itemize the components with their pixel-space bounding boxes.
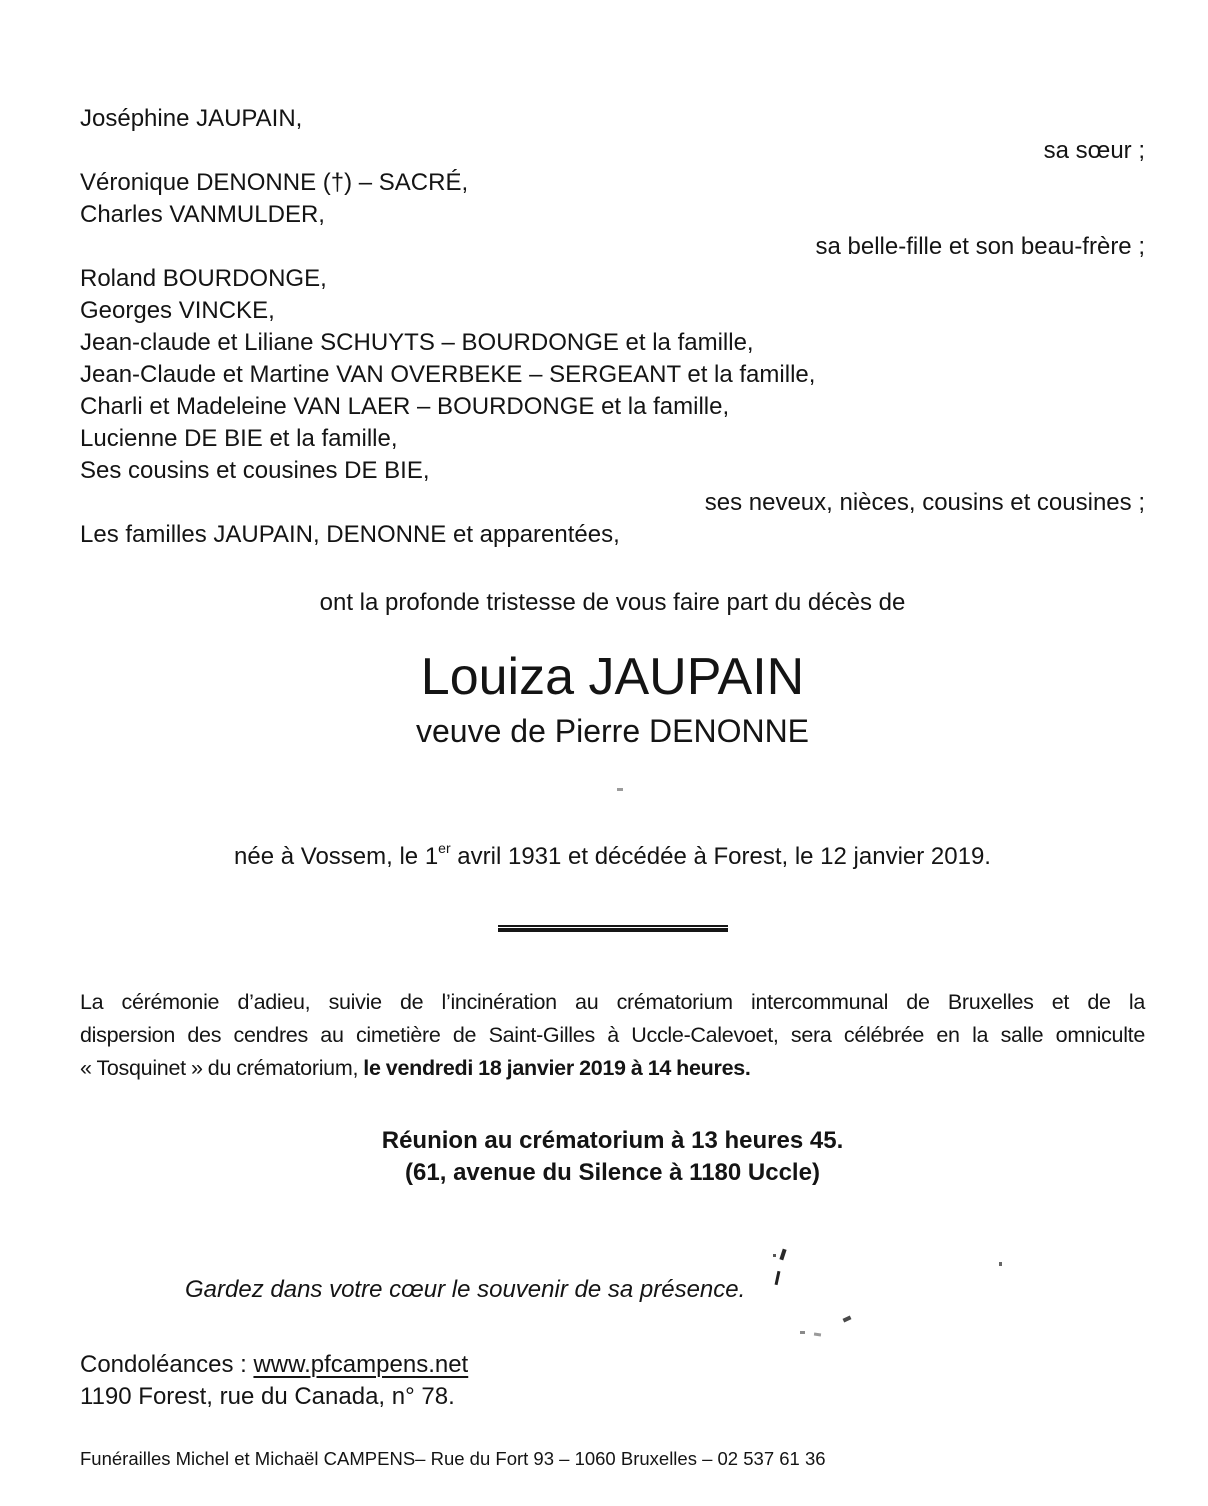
deceased-subtitle: veuve de Pierre DENONNE (415, 713, 810, 749)
mourner-line: Jean-claude et Liliane SCHUYTS – BOURDONGE et la famille, (80, 329, 754, 356)
relation-line: ses neveux, nièces, cousins et cousines ; (704, 489, 1145, 516)
ceremony-line: dispersion des cendres au cimetière de Saint-Gilles à Uccle-Calevoet, sera célébrée en la salle omniculte (80, 1023, 1145, 1047)
memorial-quote: Gardez dans votre cœur le souvenir de sa présence. (185, 1276, 746, 1303)
ceremony-line: « Tosquinet » du crématorium, le vendredi 18 janvier 2019 à 14 heures. (80, 1056, 751, 1080)
divider-rule-top (498, 925, 728, 927)
condolences-section (80, 1349, 1145, 1413)
ceremony-line: La cérémonie d’adieu, suivie de l’incinération au crématorium intercommunal de Bruxelles et de la (80, 990, 1145, 1014)
mourner-line: Joséphine JAUPAIN, (80, 105, 303, 132)
ceremony-paragraph (80, 986, 1145, 1085)
divider-rule (498, 925, 728, 932)
funeral-home-footer: Funérailles Michel et Michaël CAMPENS– Rue du Fort 93 – 1060 Bruxelles – 02 537 61 36 (80, 1448, 826, 1469)
deceased-name: Louiza JAUPAIN (420, 648, 805, 706)
mourner-line: Les familles JAUPAIN, DENONNE et apparentées, (80, 521, 620, 548)
relation-line: sa belle-fille et son beau-frère ; (815, 233, 1145, 260)
mourner-line: Charli et Madeleine VAN LAER – BOURDONGE et la famille, (80, 393, 730, 420)
announcement-lead: ont la profonde tristesse de vous faire part du décès de (319, 589, 906, 616)
mourner-line: Ses cousins et cousines DE BIE, (80, 457, 430, 484)
address-line: 1190 Forest, rue du Canada, n° 78. (80, 1383, 455, 1410)
ceremony-datetime: le vendredi 18 janvier 2019 à 14 heures. (363, 1056, 751, 1080)
meeting-address-line: (61, avenue du Silence à 1180 Uccle) (405, 1159, 820, 1186)
birth-death-line: née à Vossem, le 1er avril 1931 et décédée à Forest, le 12 janvier 2019. (234, 840, 991, 870)
meeting-time-line: Réunion au crématorium à 13 heures 45. (381, 1127, 844, 1154)
mourner-line: Charles VANMULDER, (80, 201, 325, 228)
mourner-line: Véronique DENONNE (†) – SACRÉ, (80, 169, 469, 196)
mourner-line: Lucienne DE BIE et la famille, (80, 425, 398, 452)
scan-speck (800, 1331, 805, 1334)
condolences-line: Condoléances : www.pfcampens.net (80, 1351, 469, 1378)
condolences-url: www.pfcampens.net (253, 1351, 469, 1378)
mourners-section (80, 103, 1145, 551)
scan-speck (999, 1262, 1002, 1266)
mourner-line: Roland BOURDONGE, (80, 265, 327, 292)
scan-speck (773, 1254, 776, 1257)
mourner-line: Georges VINCKE, (80, 297, 275, 324)
mourner-line: Jean-Claude et Martine VAN OVERBEKE – SERGEANT et la famille, (80, 361, 816, 388)
relation-line: sa sœur ; (1043, 137, 1145, 164)
divider-rule-bottom (498, 928, 728, 932)
ordinal-superscript: er (438, 840, 451, 856)
scan-speck (617, 788, 623, 791)
